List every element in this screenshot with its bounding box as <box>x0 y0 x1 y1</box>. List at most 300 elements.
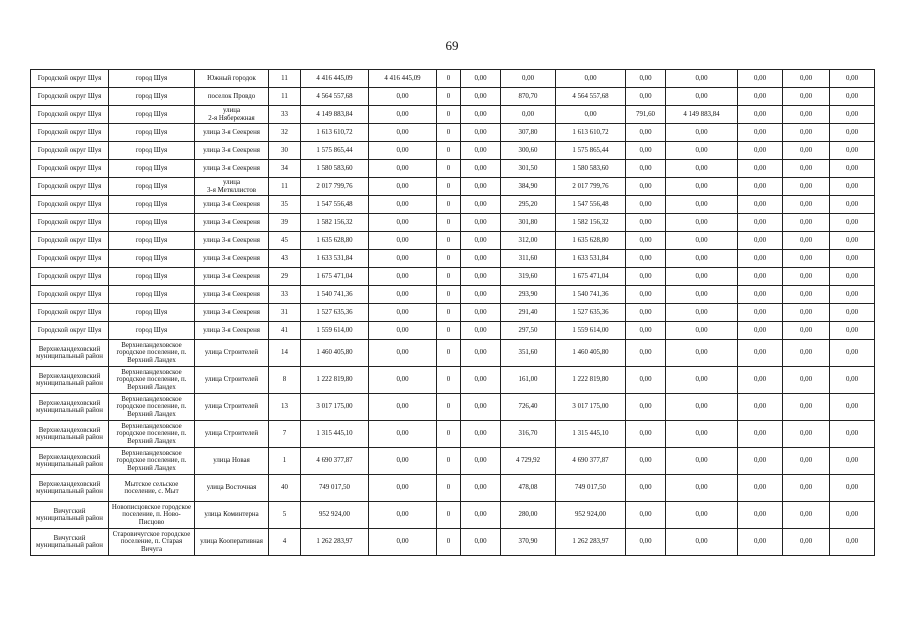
cell-cost-col-8: 0,00 <box>666 250 738 268</box>
cell-settlement: город Шуя <box>109 142 195 160</box>
cell-value-col-11: 0,00 <box>830 304 875 322</box>
cell-value-col-11: 0,00 <box>830 448 875 475</box>
cell-area-col: 161,00 <box>501 367 556 394</box>
cell-value-col-4: 0,00 <box>461 502 501 529</box>
cell-value-col-10: 0,00 <box>783 196 830 214</box>
cell-area-col: 726,40 <box>501 394 556 421</box>
cell-cost-col-2: 0,00 <box>369 286 437 304</box>
cell-value-col-11: 0,00 <box>830 70 875 88</box>
cell-cost-col-2: 0,00 <box>369 502 437 529</box>
cell-cost-col-2: 0,00 <box>369 124 437 142</box>
cell-area-col: 319,60 <box>501 268 556 286</box>
cell-value-col-4: 0,00 <box>461 178 501 196</box>
cell-street: улица Новая <box>195 448 269 475</box>
cell-area-col-2: 0,00 <box>626 88 666 106</box>
cell-cost-col-6: 1 527 635,36 <box>556 304 626 322</box>
cell-settlement: город Шуя <box>109 268 195 286</box>
cell-value-col-11: 0,00 <box>830 214 875 232</box>
cell-area-col: 293,90 <box>501 286 556 304</box>
cell-area-col-2: 0,00 <box>626 304 666 322</box>
cell-count-col: 0 <box>437 268 461 286</box>
cell-cost-col-2: 0,00 <box>369 367 437 394</box>
cell-total-cost: 2 017 799,76 <box>301 178 369 196</box>
cell-area-col-2: 0,00 <box>626 250 666 268</box>
cell-area-col: 301,80 <box>501 214 556 232</box>
cell-cost-col-8: 0,00 <box>666 322 738 340</box>
cell-value-col-9: 0,00 <box>738 502 783 529</box>
cell-municipality: Городской округ Шуя <box>31 232 109 250</box>
table-row <box>31 88 875 106</box>
cell-total-cost: 4 564 557,68 <box>301 88 369 106</box>
cell-area-col: 384,90 <box>501 178 556 196</box>
cell-municipality: Верхнеландеховский муниципальный район <box>31 475 109 502</box>
cell-count-col: 0 <box>437 367 461 394</box>
cell-total-cost: 4 416 445,09 <box>301 70 369 88</box>
cell-municipality: Городской округ Шуя <box>31 268 109 286</box>
cell-value-col-4: 0,00 <box>461 214 501 232</box>
cell-count-col: 0 <box>437 196 461 214</box>
cell-value-col-9: 0,00 <box>738 340 783 367</box>
cell-cost-col-6: 1 262 283,97 <box>556 529 626 556</box>
cell-value-col-4: 0,00 <box>461 421 501 448</box>
cell-cost-col-6: 1 575 865,44 <box>556 142 626 160</box>
cell-area-col-2: 0,00 <box>626 178 666 196</box>
cell-house-number: 30 <box>269 142 301 160</box>
table-row <box>31 214 875 232</box>
cell-settlement: город Шуя <box>109 124 195 142</box>
cell-street: улица 3-я Сеекреня <box>195 268 269 286</box>
cell-house-number: 32 <box>269 124 301 142</box>
cell-cost-col-6: 0,00 <box>556 106 626 124</box>
cell-street: улица 3-я Сеекреня <box>195 196 269 214</box>
cell-area-col-2: 0,00 <box>626 322 666 340</box>
cell-municipality: Городской округ Шуя <box>31 88 109 106</box>
cell-cost-col-6: 4 690 377,87 <box>556 448 626 475</box>
cell-value-col-11: 0,00 <box>830 475 875 502</box>
cell-street: улица Кооперативная <box>195 529 269 556</box>
cell-count-col: 0 <box>437 214 461 232</box>
data-table <box>30 69 875 556</box>
cell-value-col-10: 0,00 <box>783 421 830 448</box>
cell-settlement: город Шуя <box>109 178 195 196</box>
cell-cost-col-8: 0,00 <box>666 70 738 88</box>
cell-street: улица 3-я Сеекреня <box>195 250 269 268</box>
cell-street: улица 3-я Сеекреня <box>195 142 269 160</box>
cell-cost-col-6: 749 017,50 <box>556 475 626 502</box>
cell-value-col-9: 0,00 <box>738 529 783 556</box>
cell-value-col-4: 0,00 <box>461 70 501 88</box>
cell-area-col: 297,50 <box>501 322 556 340</box>
cell-total-cost: 1 559 614,00 <box>301 322 369 340</box>
cell-settlement: город Шуя <box>109 250 195 268</box>
cell-municipality: Городской округ Шуя <box>31 160 109 178</box>
cell-area-col-2: 0,00 <box>626 448 666 475</box>
cell-settlement: город Шуя <box>109 160 195 178</box>
cell-municipality: Городской округ Шуя <box>31 250 109 268</box>
cell-cost-col-8: 0,00 <box>666 502 738 529</box>
cell-street: улица Восточная <box>195 475 269 502</box>
cell-cost-col-2: 0,00 <box>369 106 437 124</box>
cell-cost-col-2: 0,00 <box>369 268 437 286</box>
cell-cost-col-6: 1 633 531,84 <box>556 250 626 268</box>
cell-total-cost: 4 690 377,87 <box>301 448 369 475</box>
cell-value-col-9: 0,00 <box>738 214 783 232</box>
table-row <box>31 196 875 214</box>
cell-total-cost: 1 547 556,48 <box>301 196 369 214</box>
cell-house-number: 45 <box>269 232 301 250</box>
cell-cost-col-8: 0,00 <box>666 394 738 421</box>
cell-municipality: Городской округ Шуя <box>31 196 109 214</box>
table-row <box>31 124 875 142</box>
cell-cost-col-2: 0,00 <box>369 322 437 340</box>
cell-settlement: город Шуя <box>109 196 195 214</box>
cell-cost-col-8: 0,00 <box>666 160 738 178</box>
cell-house-number: 33 <box>269 286 301 304</box>
cell-cost-col-6: 1 547 556,48 <box>556 196 626 214</box>
cell-count-col: 0 <box>437 250 461 268</box>
cell-house-number: 7 <box>269 421 301 448</box>
cell-municipality: Верхнеландеховский муниципальный район <box>31 340 109 367</box>
cell-cost-col-8: 0,00 <box>666 529 738 556</box>
cell-cost-col-2: 0,00 <box>369 196 437 214</box>
cell-settlement: город Шуя <box>109 88 195 106</box>
cell-count-col: 0 <box>437 394 461 421</box>
cell-area-col-2: 0,00 <box>626 160 666 178</box>
cell-count-col: 0 <box>437 70 461 88</box>
cell-settlement: город Шуя <box>109 286 195 304</box>
cell-cost-col-8: 0,00 <box>666 196 738 214</box>
cell-area-col: 370,90 <box>501 529 556 556</box>
cell-municipality: Городской округ Шуя <box>31 322 109 340</box>
cell-cost-col-6: 1 582 156,32 <box>556 214 626 232</box>
cell-street: улица 3-я Сеекреня <box>195 304 269 322</box>
table-row <box>31 70 875 88</box>
cell-cost-col-6: 1 222 819,80 <box>556 367 626 394</box>
cell-settlement: город Шуя <box>109 106 195 124</box>
cell-value-col-10: 0,00 <box>783 268 830 286</box>
cell-cost-col-8: 0,00 <box>666 142 738 160</box>
cell-municipality: Верхнеландеховский муниципальный район <box>31 394 109 421</box>
cell-area-col: 312,00 <box>501 232 556 250</box>
cell-value-col-10: 0,00 <box>783 160 830 178</box>
cell-total-cost: 1 613 610,72 <box>301 124 369 142</box>
cell-cost-col-8: 0,00 <box>666 286 738 304</box>
cell-count-col: 0 <box>437 106 461 124</box>
cell-value-col-4: 0,00 <box>461 250 501 268</box>
cell-value-col-10: 0,00 <box>783 322 830 340</box>
cell-value-col-11: 0,00 <box>830 250 875 268</box>
cell-municipality: Городской округ Шуя <box>31 286 109 304</box>
cell-street: улица Строителей <box>195 367 269 394</box>
cell-cost-col-6: 3 017 175,00 <box>556 394 626 421</box>
cell-settlement: город Шуя <box>109 304 195 322</box>
cell-value-col-11: 0,00 <box>830 340 875 367</box>
cell-municipality: Вичугский муниципальный район <box>31 529 109 556</box>
cell-area-col-2: 0,00 <box>626 286 666 304</box>
cell-area-col-2: 0,00 <box>626 70 666 88</box>
cell-area-col: 291,40 <box>501 304 556 322</box>
cell-street: улица Коминтерна <box>195 502 269 529</box>
cell-settlement: город Шуя <box>109 322 195 340</box>
cell-count-col: 0 <box>437 529 461 556</box>
cell-area-col: 870,70 <box>501 88 556 106</box>
cell-value-col-9: 0,00 <box>738 367 783 394</box>
cell-value-col-4: 0,00 <box>461 124 501 142</box>
cell-count-col: 0 <box>437 502 461 529</box>
cell-cost-col-2: 4 416 445,09 <box>369 70 437 88</box>
cell-cost-col-6: 1 460 405,80 <box>556 340 626 367</box>
cell-house-number: 39 <box>269 214 301 232</box>
cell-value-col-9: 0,00 <box>738 394 783 421</box>
cell-cost-col-6: 1 315 445,10 <box>556 421 626 448</box>
cell-settlement: Верхнеландеховское городское поселение, п. Верхний Ландех <box>109 340 195 367</box>
cell-cost-col-2: 0,00 <box>369 475 437 502</box>
cell-value-col-9: 0,00 <box>738 286 783 304</box>
cell-municipality: Вичугский муниципальный район <box>31 502 109 529</box>
cell-value-col-11: 0,00 <box>830 232 875 250</box>
cell-cost-col-6: 0,00 <box>556 70 626 88</box>
cell-area-col-2: 0,00 <box>626 502 666 529</box>
cell-value-col-4: 0,00 <box>461 529 501 556</box>
cell-cost-col-6: 1 635 628,80 <box>556 232 626 250</box>
cell-total-cost: 1 575 865,44 <box>301 142 369 160</box>
cell-value-col-4: 0,00 <box>461 286 501 304</box>
cell-house-number: 1 <box>269 448 301 475</box>
cell-value-col-9: 0,00 <box>738 88 783 106</box>
cell-house-number: 13 <box>269 394 301 421</box>
table-row <box>31 322 875 340</box>
cell-value-col-11: 0,00 <box>830 502 875 529</box>
cell-street: улица 3-я Сеекреня <box>195 286 269 304</box>
cell-value-col-11: 0,00 <box>830 322 875 340</box>
cell-value-col-9: 0,00 <box>738 475 783 502</box>
cell-count-col: 0 <box>437 160 461 178</box>
cell-area-col: 351,60 <box>501 340 556 367</box>
cell-cost-col-8: 0,00 <box>666 421 738 448</box>
cell-cost-col-2: 0,00 <box>369 448 437 475</box>
cell-count-col: 0 <box>437 340 461 367</box>
cell-settlement: Мытское сельское поселение, с. Мыт <box>109 475 195 502</box>
cell-settlement: город Шуя <box>109 70 195 88</box>
cell-house-number: 14 <box>269 340 301 367</box>
cell-area-col: 300,60 <box>501 142 556 160</box>
table-row <box>31 304 875 322</box>
cell-cost-col-2: 0,00 <box>369 529 437 556</box>
cell-municipality: Верхнеландеховский муниципальный район <box>31 448 109 475</box>
table-row <box>31 268 875 286</box>
cell-area-col-2: 0,00 <box>626 268 666 286</box>
cell-cost-col-8: 0,00 <box>666 304 738 322</box>
cell-area-col: 0,00 <box>501 70 556 88</box>
cell-value-col-10: 0,00 <box>783 124 830 142</box>
cell-value-col-10: 0,00 <box>783 529 830 556</box>
cell-house-number: 34 <box>269 160 301 178</box>
cell-value-col-9: 0,00 <box>738 70 783 88</box>
cell-area-col-2: 0,00 <box>626 214 666 232</box>
cell-area-col-2: 0,00 <box>626 394 666 421</box>
cell-value-col-10: 0,00 <box>783 394 830 421</box>
cell-total-cost: 1 633 531,84 <box>301 250 369 268</box>
cell-value-col-9: 0,00 <box>738 178 783 196</box>
cell-value-col-9: 0,00 <box>738 142 783 160</box>
cell-value-col-4: 0,00 <box>461 340 501 367</box>
cell-total-cost: 749 017,50 <box>301 475 369 502</box>
cell-area-col: 4 729,92 <box>501 448 556 475</box>
cell-cost-col-6: 1 580 583,60 <box>556 160 626 178</box>
cell-total-cost: 1 262 283,97 <box>301 529 369 556</box>
cell-value-col-9: 0,00 <box>738 160 783 178</box>
cell-area-col-2: 791,60 <box>626 106 666 124</box>
page-number: 69 <box>445 38 459 53</box>
cell-area-col-2: 0,00 <box>626 232 666 250</box>
cell-value-col-10: 0,00 <box>783 286 830 304</box>
table-row <box>31 286 875 304</box>
cell-cost-col-8: 0,00 <box>666 178 738 196</box>
cell-value-col-10: 0,00 <box>783 367 830 394</box>
cell-count-col: 0 <box>437 475 461 502</box>
cell-municipality: Верхнеландеховский муниципальный район <box>31 367 109 394</box>
cell-value-col-9: 0,00 <box>738 448 783 475</box>
cell-value-col-10: 0,00 <box>783 250 830 268</box>
cell-value-col-11: 0,00 <box>830 367 875 394</box>
cell-settlement: город Шуя <box>109 232 195 250</box>
cell-street: улица 3-я Сеекреня <box>195 214 269 232</box>
cell-value-col-9: 0,00 <box>738 106 783 124</box>
cell-value-col-10: 0,00 <box>783 340 830 367</box>
cell-value-col-9: 0,00 <box>738 196 783 214</box>
cell-house-number: 31 <box>269 304 301 322</box>
cell-count-col: 0 <box>437 142 461 160</box>
cell-municipality: Городской округ Шуя <box>31 70 109 88</box>
cell-cost-col-2: 0,00 <box>369 304 437 322</box>
cell-street: улица 3-я Сеекреня <box>195 322 269 340</box>
cell-area-col-2: 0,00 <box>626 367 666 394</box>
cell-value-col-11: 0,00 <box>830 88 875 106</box>
table-row <box>31 250 875 268</box>
cell-area-col: 316,70 <box>501 421 556 448</box>
cell-cost-col-6: 1 613 610,72 <box>556 124 626 142</box>
cell-total-cost: 1 460 405,80 <box>301 340 369 367</box>
cell-value-col-9: 0,00 <box>738 250 783 268</box>
cell-value-col-10: 0,00 <box>783 106 830 124</box>
cell-value-col-9: 0,00 <box>738 421 783 448</box>
cell-total-cost: 1 635 628,80 <box>301 232 369 250</box>
cell-settlement: город Шуя <box>109 214 195 232</box>
cell-value-col-11: 0,00 <box>830 394 875 421</box>
cell-street: улица 3-я Сеекреня <box>195 232 269 250</box>
cell-area-col: 478,08 <box>501 475 556 502</box>
table-row <box>31 529 875 556</box>
cell-value-col-4: 0,00 <box>461 196 501 214</box>
cell-value-col-11: 0,00 <box>830 124 875 142</box>
cell-area-col: 307,80 <box>501 124 556 142</box>
cell-area-col-2: 0,00 <box>626 340 666 367</box>
cell-settlement: Верхнеландеховское городское поселение, п. Верхний Ландех <box>109 367 195 394</box>
cell-municipality: Городской округ Шуя <box>31 124 109 142</box>
cell-house-number: 29 <box>269 268 301 286</box>
cell-total-cost: 4 149 883,84 <box>301 106 369 124</box>
cell-house-number: 43 <box>269 250 301 268</box>
cell-cost-col-2: 0,00 <box>369 232 437 250</box>
cell-cost-col-8: 0,00 <box>666 367 738 394</box>
cell-value-col-10: 0,00 <box>783 214 830 232</box>
cell-house-number: 35 <box>269 196 301 214</box>
cell-value-col-10: 0,00 <box>783 232 830 250</box>
cell-cost-col-2: 0,00 <box>369 160 437 178</box>
cell-municipality: Городской округ Шуя <box>31 304 109 322</box>
cell-settlement: Верхнеландеховское городское поселение, п. Верхний Ландех <box>109 394 195 421</box>
cell-value-col-4: 0,00 <box>461 322 501 340</box>
cell-house-number: 11 <box>269 70 301 88</box>
cell-cost-col-2: 0,00 <box>369 250 437 268</box>
cell-value-col-4: 0,00 <box>461 448 501 475</box>
table-row <box>31 160 875 178</box>
cell-street: улица 3-я Сеекреня <box>195 160 269 178</box>
cell-value-col-4: 0,00 <box>461 268 501 286</box>
cell-total-cost: 1 675 471,04 <box>301 268 369 286</box>
cell-municipality: Городской округ Шуя <box>31 214 109 232</box>
cell-value-col-11: 0,00 <box>830 268 875 286</box>
cell-value-col-11: 0,00 <box>830 421 875 448</box>
cell-count-col: 0 <box>437 286 461 304</box>
cell-value-col-4: 0,00 <box>461 160 501 178</box>
cell-total-cost: 1 582 156,32 <box>301 214 369 232</box>
cell-cost-col-8: 0,00 <box>666 448 738 475</box>
cell-street: поселок Провдо <box>195 88 269 106</box>
cell-cost-col-2: 0,00 <box>369 340 437 367</box>
cell-municipality: Городской округ Шуя <box>31 106 109 124</box>
cell-value-col-11: 0,00 <box>830 142 875 160</box>
cell-area-col: 301,50 <box>501 160 556 178</box>
cell-cost-col-8: 0,00 <box>666 232 738 250</box>
cell-value-col-11: 0,00 <box>830 286 875 304</box>
cell-cost-col-2: 0,00 <box>369 421 437 448</box>
table-row <box>31 178 875 196</box>
cell-value-col-11: 0,00 <box>830 178 875 196</box>
cell-house-number: 33 <box>269 106 301 124</box>
cell-value-col-10: 0,00 <box>783 304 830 322</box>
cell-house-number: 5 <box>269 502 301 529</box>
cell-settlement: Верхнеландеховское городское поселение, п. Верхний Ландех <box>109 421 195 448</box>
cell-house-number: 11 <box>269 178 301 196</box>
cell-cost-col-6: 4 564 557,68 <box>556 88 626 106</box>
cell-house-number: 4 <box>269 529 301 556</box>
cell-house-number: 41 <box>269 322 301 340</box>
cell-area-col-2: 0,00 <box>626 421 666 448</box>
cell-count-col: 0 <box>437 304 461 322</box>
cell-area-col: 311,60 <box>501 250 556 268</box>
cell-value-col-11: 0,00 <box>830 106 875 124</box>
cell-street: улица 3-я Метяллистов <box>195 178 269 196</box>
cell-cost-col-8: 0,00 <box>666 124 738 142</box>
cell-cost-col-8: 4 149 883,84 <box>666 106 738 124</box>
cell-count-col: 0 <box>437 88 461 106</box>
cell-total-cost: 3 017 175,00 <box>301 394 369 421</box>
cell-house-number: 11 <box>269 88 301 106</box>
cell-value-col-9: 0,00 <box>738 268 783 286</box>
cell-value-col-4: 0,00 <box>461 394 501 421</box>
table-row <box>31 394 875 421</box>
cell-cost-col-2: 0,00 <box>369 178 437 196</box>
cell-area-col-2: 0,00 <box>626 124 666 142</box>
cell-value-col-9: 0,00 <box>738 232 783 250</box>
cell-street: улица 3-я Сеекреня <box>195 124 269 142</box>
cell-total-cost: 1 222 819,80 <box>301 367 369 394</box>
cell-cost-col-6: 952 924,00 <box>556 502 626 529</box>
cell-value-col-11: 0,00 <box>830 160 875 178</box>
cell-value-col-4: 0,00 <box>461 304 501 322</box>
cell-area-col-2: 0,00 <box>626 475 666 502</box>
